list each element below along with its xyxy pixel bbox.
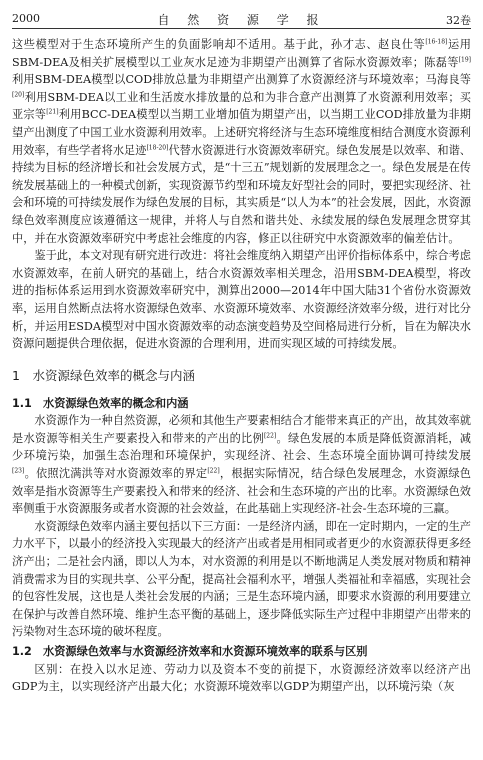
volume-label: 32卷	[446, 14, 471, 27]
section-heading: 1 水资源绿色效率的概念与内涵	[12, 367, 195, 383]
paragraph: 水资源作为一种自然资源，必须和其他生产要素相结合才能带来真正的产出，故其效率就是水资源等相关生产要素投入和带来的产出的比例[22]。绿色发展的本质是降低资源消耗，减少环境污染，加强生态治理和环境保护，实现经济、社会、生态环境全面协调可持续发展[23]。依照沈满洪等对水资源效率的界定[22]，根据实际情况，结合绿色发展理念，水资源绿色效率是指水资源等生产要素投入和带来的经济、社会和生态环境的产出的比率。水资源绿色效率侧重于水资源服务或者水资源的社会效益，在此基础上实现经济-社会-生态环境的三赢。	[12, 414, 471, 516]
subsection-heading: 1.2 水资源绿色效率与水资源经济效率和水资源环境效率的联系与区别	[12, 645, 368, 658]
subsection-heading: 1.1 水资源绿色效率的概念和内涵	[12, 396, 189, 410]
paragraph: 水资源绿色效率内涵主要包括以下三方面：一是经济内涵，即在一定时期内，一定的生产力水平下，以最小的经济投入实现最大的经济产出或者是用相同或者更少的水资源获得更多经济产出；二是社会内涵，即以人为本，对水资源的利用是以不断地满足人类发展对物质和精神消费需求为目的实现共享、公平分配，提高社会福利水平，增强人类福祉和幸福感，实现社会的包容性发展，这也是人类社会发展的内涵；三是生态环境内涵，即要求水资源的利用要建立在保护与改善自然环境、维护生态平衡的基础上，逐步降低实际生产过程中非期望产出带来的污染物对生态环境的破坏程度。	[12, 519, 471, 639]
paragraph: 鉴于此，本文对现有研究进行改进：将社会维度纳入期望产出评价指标体系中，综合考虑水资源效率，在前人研究的基础上，结合水资源效率相关理念，沿用SBM-DEA模型，将改进的指标体系运用到水资源效率研究中，测算出2000—2014年中国大陆31个省份水资源效率，运用自然断点法将水资源绿色效率、水资源环境效率、水资源经济效率分级，进行对比分析，并运用ESDA模型对中国水资源效率的动态演变趋势及空间格局进行分析，旨在为解决水资源问题提供合理依据，促进水资源的合理利用，进而实现区域的可持续发展。	[12, 249, 471, 351]
page-header	[12, 8, 471, 29]
paragraph: 区别：在投入以水足迹、劳动力以及资本不变的前提下，水资源经济效率以经济产出GDP为主，以实现经济产出最大化；水资源环境效率以GDP为期望产出，以环境污染（灰	[12, 662, 471, 694]
article-body	[12, 36, 471, 696]
paragraph: 这些模型对于生态环境所产生的负面影响却不适用。基于此，孙才志、赵良仕等[16-18]运用SBM-DEA及相关扩展模型以工业灰水足迹为非期望产出测算了省际水资源效率；陈磊等[19]利用SBM-DEA模型以COD排放总量为非期望产出测算了水资源经济与环境效率；马海良等[20]利用SBM-DEA以工业和生活废水排放量的总和为非合意产出测算了水资源利用效率；买亚宗等[21]利用BCC-DEA模型以当期工业增加值为期望产出，以当期工业COD排放量为非期望产出测度了中国工业水资源利用效率。上述研究将经济与生态环境维度相结合测度水资源利用效率，有些学者将水足迹[18-20]代替水资源进行水资源效率研究。绿色发展是以效率、和谐、持续为目标的经济增长和社会发展方式，是“十三五”规划新的发展理念之一。绿色发展是在传统发展基础上的一种模式创新，实现资源节约型和环境友好型社会的同时，要把实现经济、社会和环境的可持续发展作为绿色发展的目标，其实质是“以人为本”的社会发展，因此，水资源绿色效率测度应该遵循这一规律，并将人与自然和谐共处、永续发展的绿色发展理念贯穿其中，并在水资源效率研究中考虑社会维度的内容，修正以往研究中水资源效率的偏差估计。	[12, 38, 471, 245]
journal-title: 自 然 资 源 学 报	[157, 13, 326, 27]
page-number: 2000	[12, 12, 40, 25]
